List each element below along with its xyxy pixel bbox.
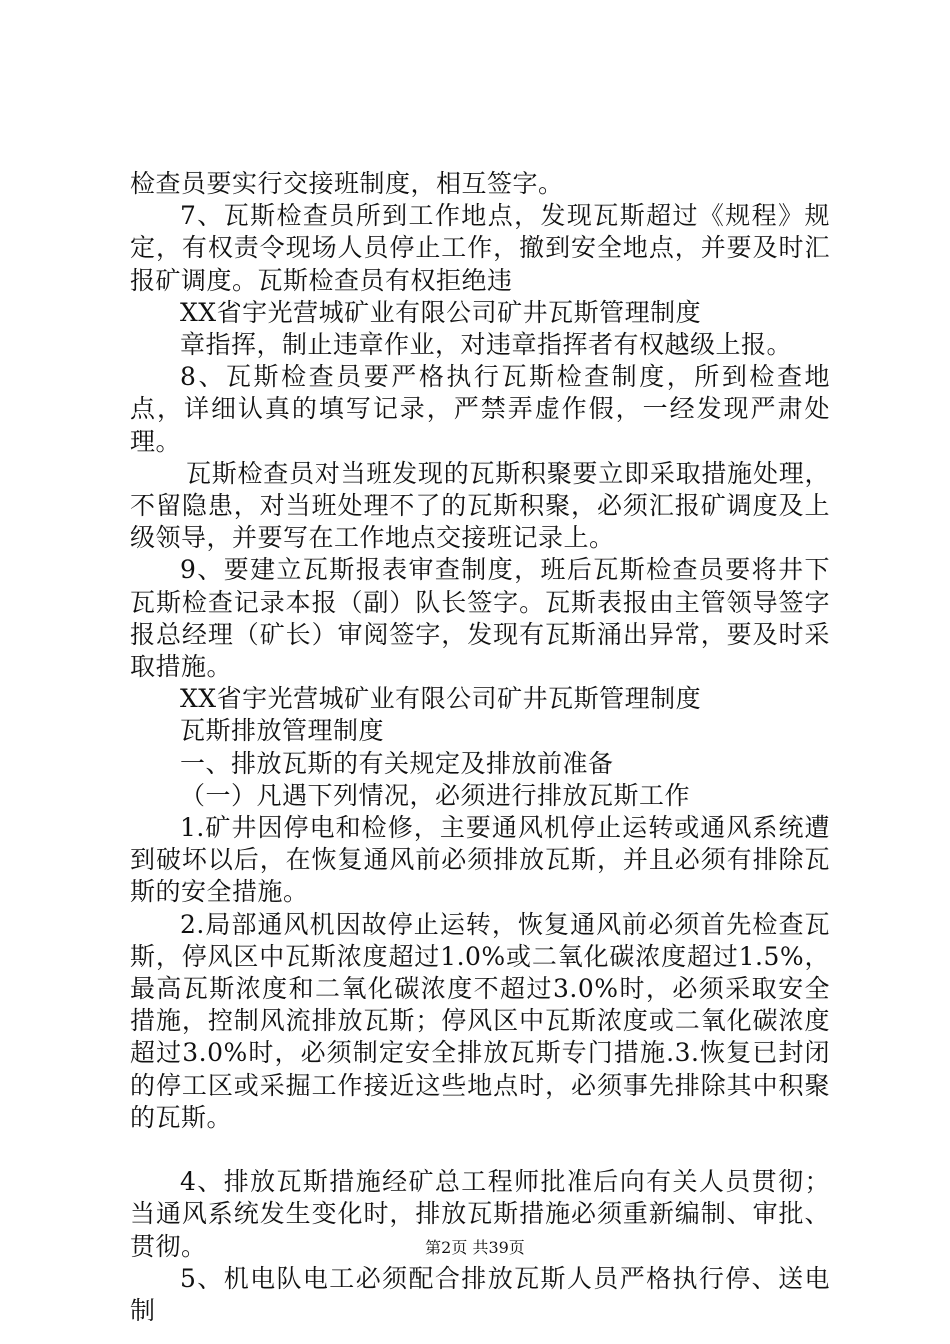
paragraph-item-9: 9、要建立瓦斯报表审查制度，班后瓦斯检查员要将井下瓦斯检查记录本报（副）队长签字。瓦斯表报由主管领导签字报总经理（矿长）审阅签字，发现有瓦斯涌出异常，要及时采取措施。 [130, 555, 830, 682]
paragraph-item-5: 5、机电队电工必须配合排放瓦斯人员严格执行停、送电制 [130, 1263, 830, 1325]
section-heading-1: 一、排放瓦斯的有关规定及排放前准备 [180, 748, 614, 778]
running-header-title-2: XX省宇光营城矿业有限公司矿井瓦斯管理制度 [180, 684, 702, 714]
section-title: 瓦斯排放管理制度 [180, 716, 385, 746]
document-body [130, 168, 830, 1327]
running-header-title: XX省宇光营城矿业有限公司矿井瓦斯管理制度 [180, 297, 702, 327]
paragraph-item-8: 8、瓦斯检查员要严格执行瓦斯检查制度，所到检查地点，详细认真的填写记录，严禁弄虚作假，一经发现严肃处理。 [130, 362, 830, 456]
paragraph-item-7: 7、瓦斯检查员所到工作地点，发现瓦斯超过《规程》规定，有权责令现场人员停止工作，撤到安全地点，并要及时汇报矿调度。瓦斯检查员有权拒绝违 [130, 201, 830, 295]
paragraph-item-1: 1.矿井因停电和检修，主要通风机停止运转或通风系统遭到破坏以后，在恢复通风前必须排放瓦斯，并且必须有排除瓦斯的安全措施。 [130, 813, 830, 907]
paragraph-item-2-3: 2.局部通风机因故停止运转，恢复通风前必须首先检查瓦斯，停风区中瓦斯浓度超过1.0%或二氧化碳浓度超过1.5%，最高瓦斯浓度和二氧化碳浓度不超过3.0%时，必须采取安全措施，控制风流排放瓦斯；停风区中瓦斯浓度或二氧化碳浓度超过3.0%时，必须制定安全排放瓦斯专门措施.3.恢复已封闭的停工区或采掘工作接近这些地点时，必须事先排除其中积聚的瓦斯。 [130, 909, 830, 1132]
paragraph-continuation-2: 章指挥，制止违章作业，对违章指挥者有权越级上报。 [180, 330, 793, 360]
paragraph-item-4: 4、排放瓦斯措施经矿总工程师批准后向有关人员贯彻；当通风系统发生变化时，排放瓦斯措施必须重新编制、审批、贯彻。 [130, 1167, 830, 1261]
subsection-heading-1: （一）凡遇下列情况，必须进行排放瓦斯工作 [180, 780, 691, 810]
paragraph-continuation: 检查员要实行交接班制度，相互签字。 [130, 169, 564, 198]
paragraph-gas-accumulation: 瓦斯检查员对当班发现的瓦斯积聚要立即采取措施处理，不留隐患，对当班处理不了的瓦斯积聚，必须汇报矿调度及上级领导，并要写在工作地点交接班记录上。 [130, 458, 830, 553]
page-number-footer: 第2页 共39页 [425, 1238, 525, 1257]
